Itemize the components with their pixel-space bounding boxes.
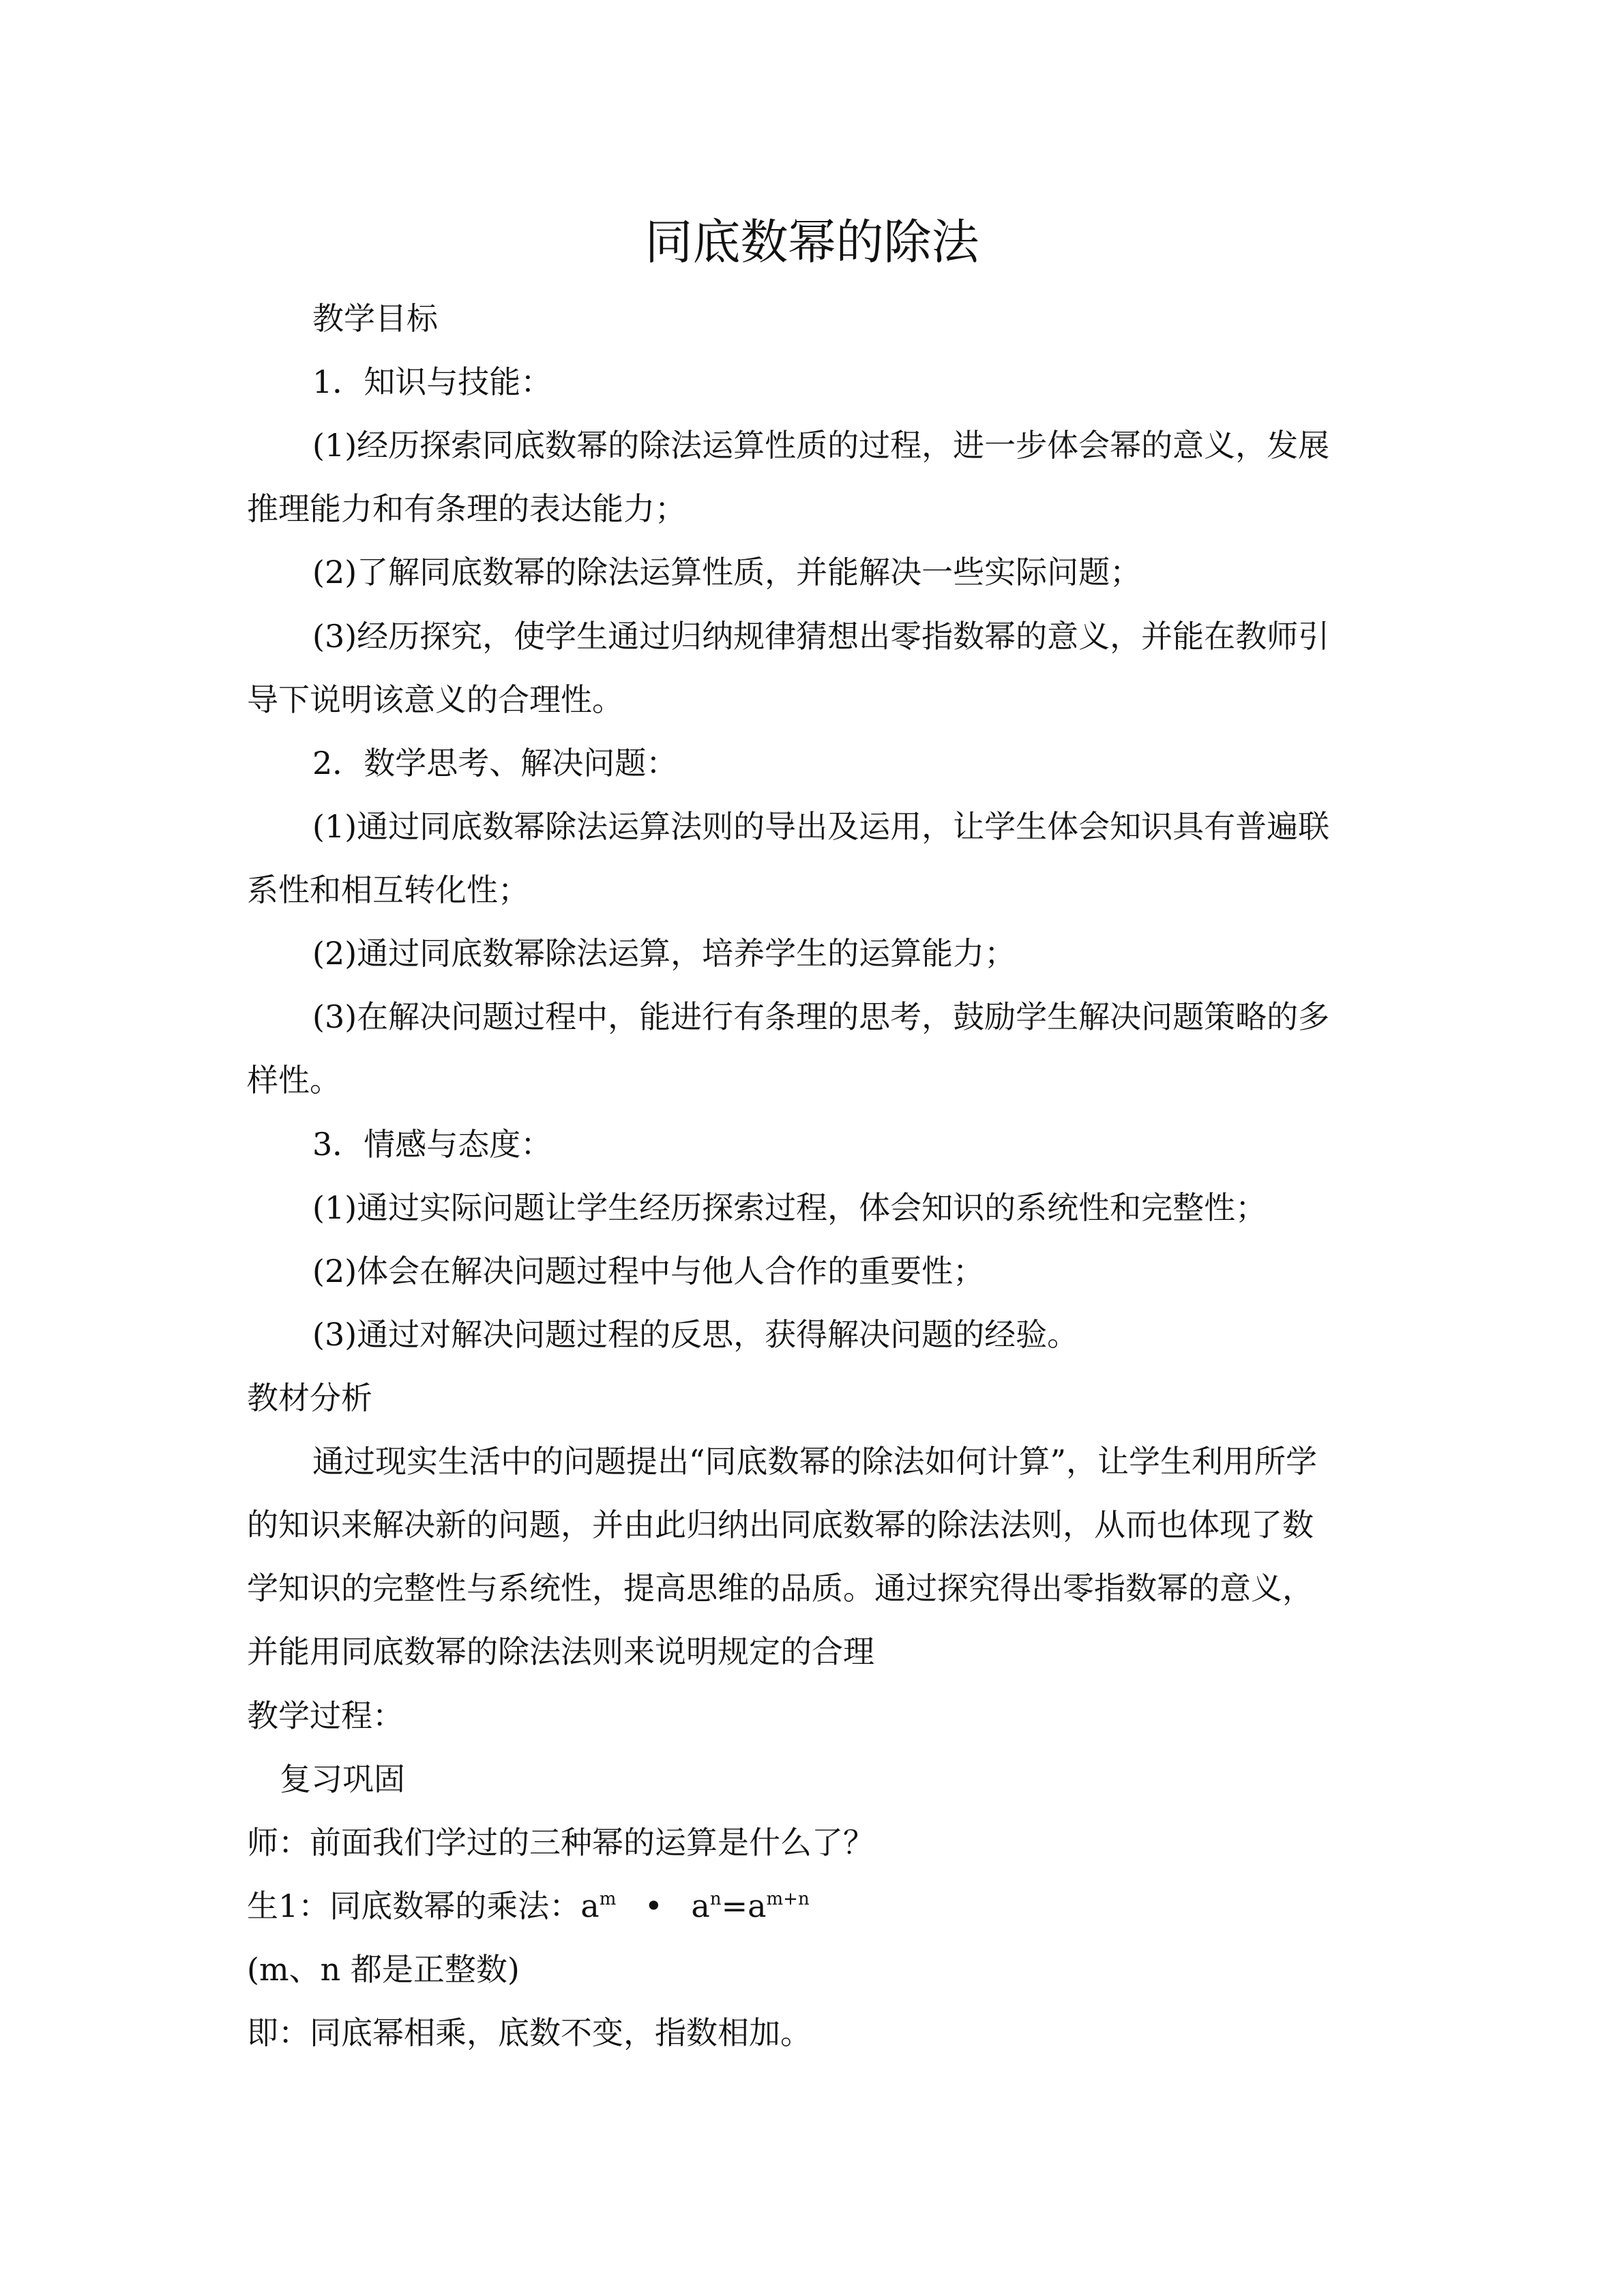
page-title: 同底数幂的除法: [645, 214, 979, 270]
subheading-review: 复习巩固: [280, 1761, 405, 1798]
paragraph-line: (1)通过同底数幂除法运算法则的导出及运用，让学生体会知识具有普遍联: [312, 808, 1330, 845]
paragraph-line: 样性。: [247, 1062, 341, 1099]
paragraph-line: 并能用同底数幂的除法法则来说明规定的合理: [247, 1633, 874, 1670]
subheading-emotion-attitude: 3．情感与态度：: [312, 1126, 552, 1163]
section-heading-teaching-process: 教学过程：: [247, 1697, 404, 1734]
dialogue-line-student-formula: [247, 1882, 1379, 1935]
paragraph-line: 系性和相互转化性；: [247, 871, 529, 908]
paragraph-line: 推理能力和有条理的表达能力；: [247, 490, 686, 527]
paragraph-line: (3)经历探究，使学生通过归纳规律猜想出零指数幂的意义，并能在教师引: [312, 618, 1330, 655]
formula-multiply-dot: •: [644, 1888, 663, 1924]
paragraph-line: (2)通过同底数幂除法运算，培养学生的运算能力；: [312, 935, 1016, 972]
subheading-math-thinking: 2．数学思考、解决问题：: [312, 745, 678, 781]
paragraph-line: 通过现实生活中的问题提出“同底数幂的除法如何计算”，让学生利用所学: [312, 1443, 1318, 1480]
formula-prefix: 生1：同底数幂的乘法：: [247, 1888, 581, 1924]
section-heading-teaching-goals: 教学目标: [312, 300, 438, 337]
paragraph-line: (3)通过对解决问题过程的反思，获得解决问题的经验。: [312, 1316, 1079, 1353]
paragraph-line: 的知识来解决新的问题，并由此归纳出同底数幂的除法法则，从而也体现了数: [247, 1506, 1314, 1543]
formula-exponent-1: m: [599, 1889, 617, 1909]
dialogue-line-teacher: 师：前面我们学过的三种幂的运算是什么了？: [247, 1824, 874, 1861]
formula-base-2: a: [691, 1888, 710, 1924]
paragraph-line: (2)了解同底数幂的除法运算性质，并能解决一些实际问题；: [312, 554, 1142, 591]
paragraph-line: 导下说明该意义的合理性。: [247, 681, 623, 718]
paragraph-line: (m、n 都是正整数): [247, 1951, 520, 1988]
formula-exponent-result: m+n: [766, 1889, 810, 1909]
section-heading-material-analysis: 教材分析: [247, 1380, 372, 1416]
paragraph-line: (3)在解决问题过程中，能进行有条理的思考，鼓励学生解决问题策略的多: [312, 998, 1330, 1035]
paragraph-line: (2)体会在解决问题过程中与他人合作的重要性；: [312, 1253, 985, 1289]
paragraph-line: 学知识的完整性与系统性，提高思维的品质。通过探究得出零指数幂的意义，: [247, 1570, 1314, 1607]
paragraph-line: 即：同底幂相乘，底数不变，指数相加。: [247, 2014, 812, 2051]
paragraph-line: (1)经历探索同底数幂的除法运算性质的过程，进一步体会幂的意义，发展: [312, 427, 1330, 464]
formula-equals-base: =a: [721, 1888, 767, 1924]
subheading-knowledge-skills: 1．知识与技能：: [312, 363, 552, 400]
formula-exponent-2: n: [709, 1889, 722, 1909]
paragraph-line: (1)通过实际问题让学生经历探索过程，体会知识的系统性和完整性；: [312, 1189, 1267, 1226]
formula-base-1: a: [580, 1888, 600, 1924]
